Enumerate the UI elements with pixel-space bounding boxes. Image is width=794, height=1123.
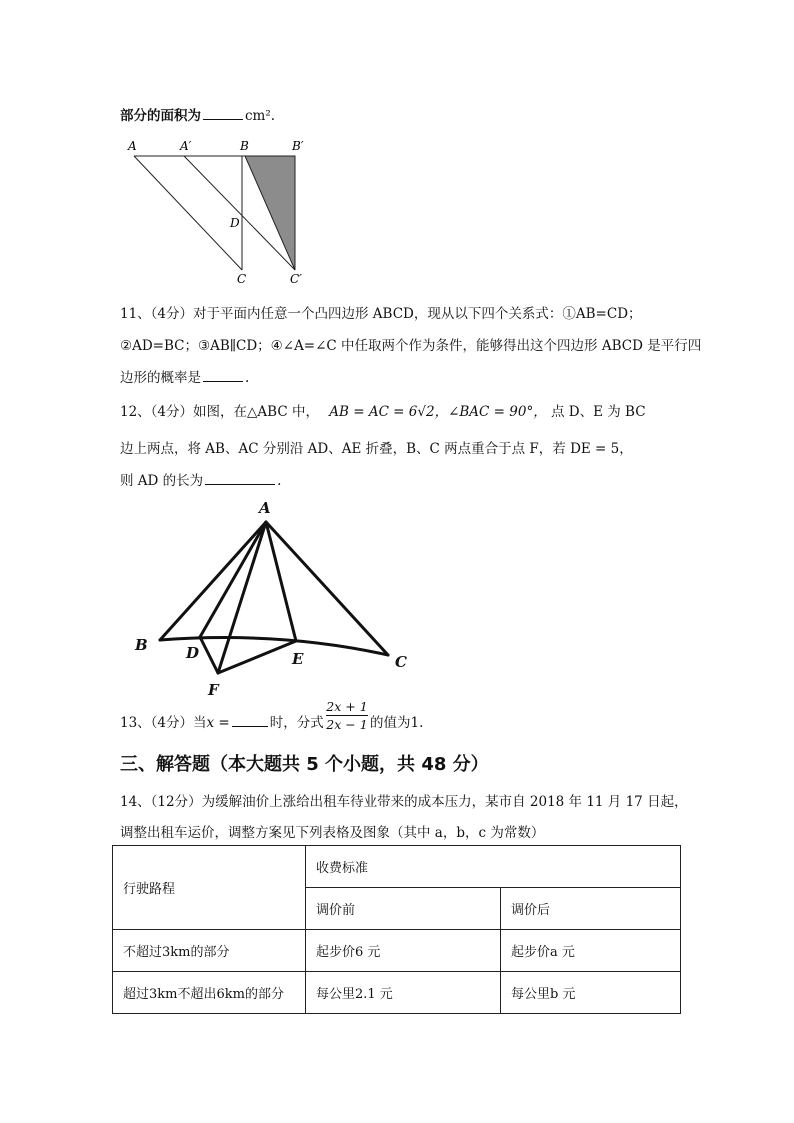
- shaded-region: [245, 156, 295, 270]
- q13-var: x =: [206, 715, 230, 731]
- segment-ad: [200, 522, 266, 637]
- q12-line3-text: 则 AD 的长为: [120, 473, 204, 489]
- label-C: C: [395, 653, 407, 671]
- q11-line3-text: 边形的概率是: [120, 370, 201, 386]
- label-B: B: [240, 139, 249, 153]
- table-cell-range: 不超过3km的部分: [113, 930, 306, 972]
- q13-fraction: [326, 699, 368, 732]
- segment-df: [200, 637, 218, 673]
- q13-mid: 时，分式: [269, 715, 324, 731]
- q13-suffix: 的值为1.: [370, 715, 424, 731]
- q12-line3: [120, 469, 281, 489]
- q11-answer-blank: [203, 368, 243, 382]
- table-header-left: 行驶路程: [113, 846, 306, 930]
- segment-ab: [160, 522, 266, 640]
- table-cell-before: 起步价6 元: [306, 930, 501, 972]
- q10-tail-line: [120, 104, 275, 124]
- q14-line1: 14、（12分）为缓解油价上涨给出租车待业带来的成本压力，某市自 2018 年 11 月 17 日起，: [120, 794, 688, 810]
- q13-denominator: 2x − 1: [326, 717, 368, 732]
- figure-translated-triangles: [120, 135, 320, 285]
- q10-unit: cm²: [245, 108, 271, 124]
- table-cell-after: 起步价a 元: [501, 930, 681, 972]
- figure-folded-triangle: [130, 495, 420, 700]
- segment-ef: [218, 641, 296, 673]
- section3-heading: 三、解答题（本大题共 5 个小题，共 48 分）: [120, 754, 489, 775]
- q13-prefix: 13、（4分）当: [120, 715, 207, 731]
- q12-line1-a: 12、（4分）如图，在△ABC 中，: [120, 404, 319, 420]
- label-C: C: [237, 272, 247, 285]
- q12-answer-blank: [205, 471, 275, 485]
- label-A: A: [259, 499, 271, 517]
- label-D: D: [186, 644, 200, 662]
- label-C-prime: C′: [290, 272, 302, 285]
- label-A: A: [128, 139, 137, 153]
- table-row: [113, 972, 681, 1014]
- q12-line1: [120, 400, 646, 420]
- table-header-group: 收费标准: [306, 846, 681, 888]
- q12-end: .: [277, 473, 282, 489]
- table-sub-before: 调价前: [306, 888, 501, 930]
- hypotenuse-ac: [134, 156, 242, 270]
- table-cell-before: 每公里2.1 元: [306, 972, 501, 1014]
- q10-end: .: [270, 108, 276, 124]
- q13-answer-blank: [232, 713, 268, 727]
- q10-tail-text: 部分的面积为: [120, 108, 201, 124]
- q12-line1-b: 点 D、E 为 BC: [551, 404, 646, 420]
- q11-line2: ②AD=BC；③AB∥CD；④∠A=∠C 中任取两个作为条件，能够得出这个四边形 ABCD 是平行四: [120, 338, 702, 354]
- q11-end: .: [245, 370, 250, 386]
- table-sub-after: 调价后: [501, 888, 681, 930]
- table-row: [113, 930, 681, 972]
- table-cell-range: 超过3km不超出6km的部分: [113, 972, 306, 1014]
- q14-line2: 调整出租车运价，调整方案见下列表格及图象（其中 a，b，c 为常数）: [120, 825, 545, 841]
- fee-table: [112, 845, 681, 1014]
- label-F: F: [208, 681, 219, 699]
- table-cell-after: 每公里b 元: [501, 972, 681, 1014]
- q12-line2: 边上两点，将 AB、AC 分别沿 AD、AE 折叠，B、C 两点重合于点 F，若 DE = 5，: [120, 441, 633, 457]
- q10-answer-blank: [203, 106, 243, 120]
- q11-line3: [120, 366, 249, 386]
- segment-af: [218, 522, 266, 673]
- label-E: E: [292, 650, 304, 668]
- q13-line: [120, 711, 324, 731]
- table-header-row: [113, 846, 681, 888]
- label-A-prime: A′: [180, 139, 192, 153]
- label-B: B: [135, 636, 148, 654]
- label-D: D: [230, 216, 240, 230]
- q11-line1: 11、（4分）对于平面内任意一个凸四边形 ABCD，现从以下四个关系式：①AB=CD；: [120, 306, 642, 322]
- q13-numerator: 2x + 1: [326, 699, 368, 714]
- label-B-prime: B′: [292, 139, 304, 153]
- q12-line1-math: AB = AC = 6√2，∠BAC = 90°，: [329, 404, 547, 420]
